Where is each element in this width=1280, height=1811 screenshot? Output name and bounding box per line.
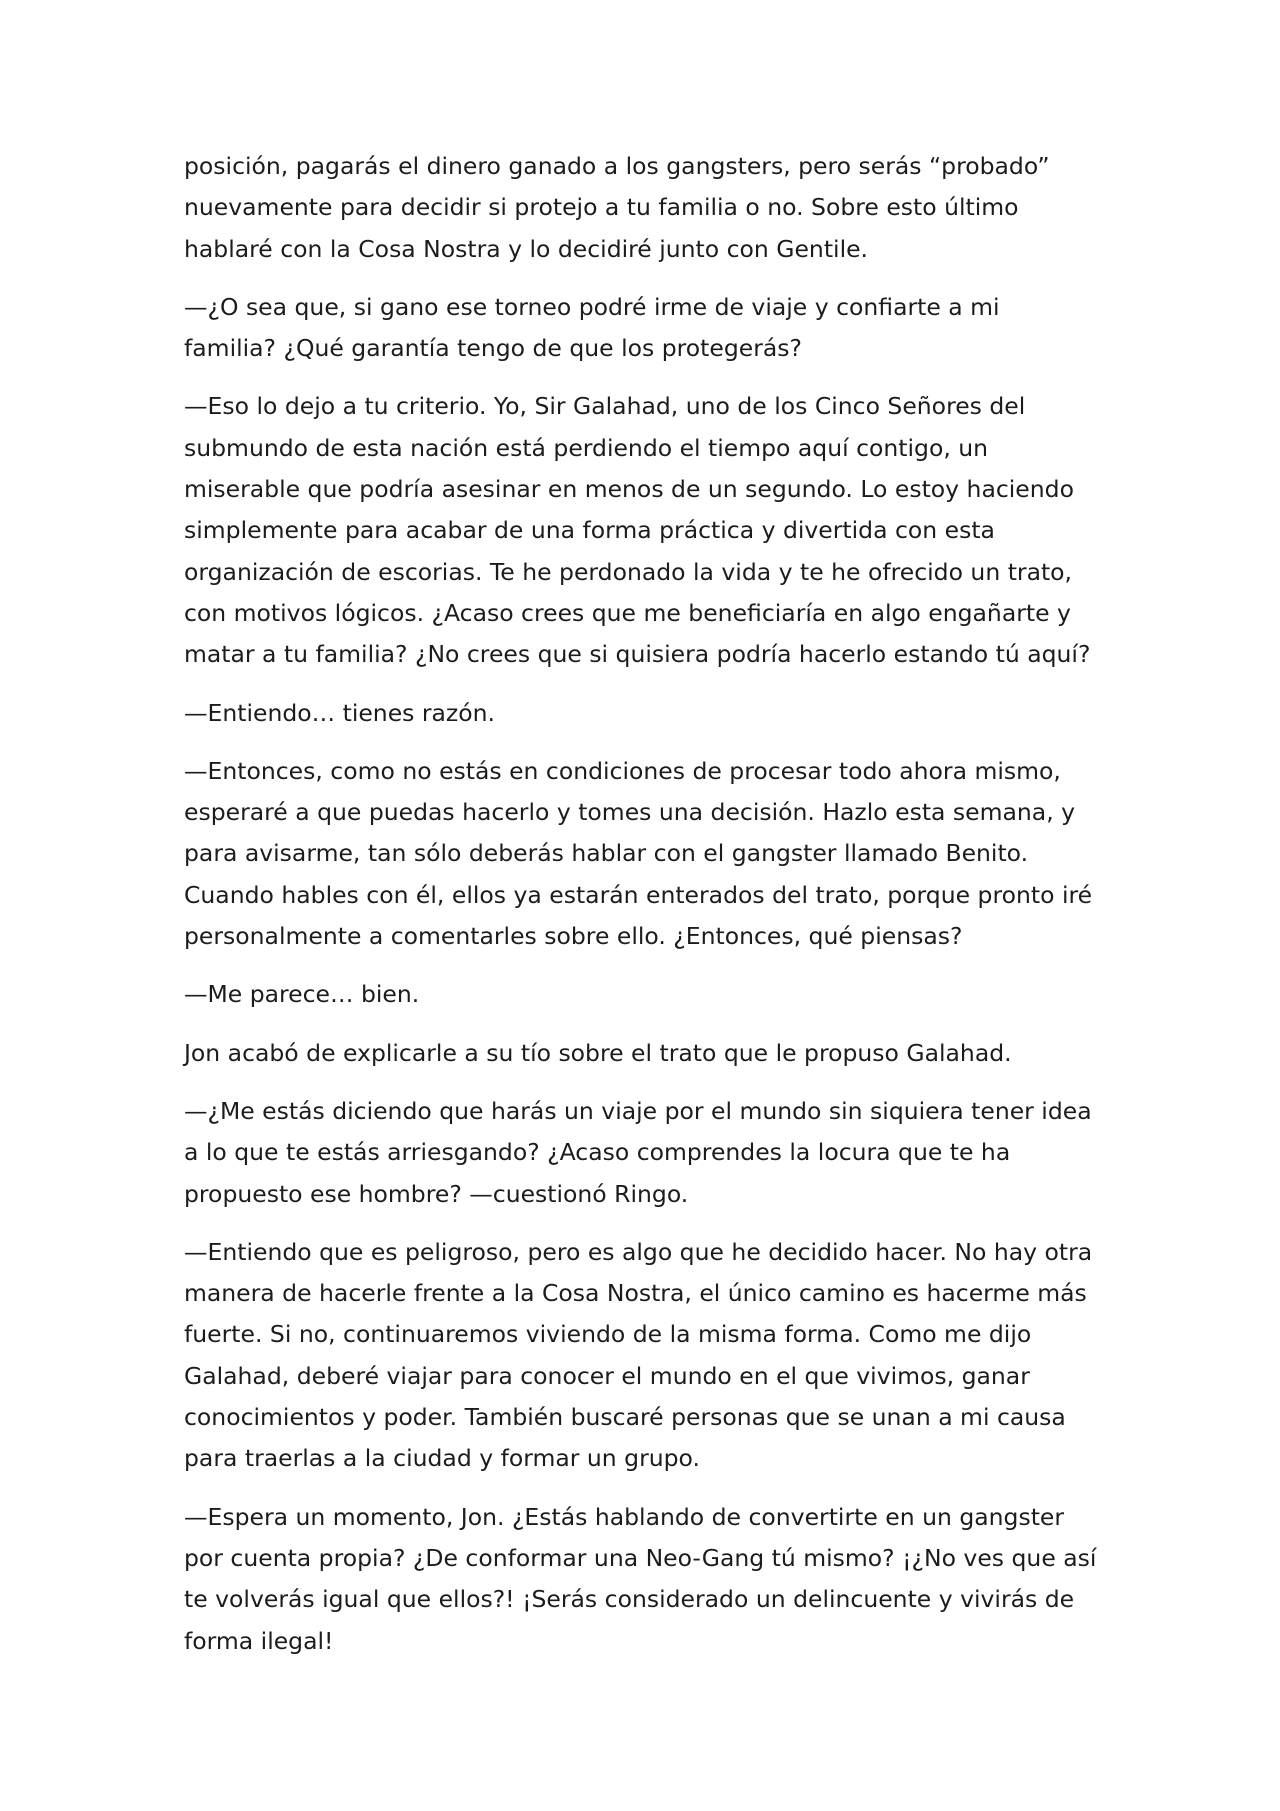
paragraph: —Entiendo que es peligroso, pero es algo que he decidido hacer. No hay otra manera de hacerle frente a la Cosa Nostra, el único camino es hacerme más fuerte. Si no, continuaremos viviendo de la misma forma. Como me dijo Galahad, deberé viajar para conocer el mundo en el que vivimos, ganar conocimientos y poder. También buscaré personas que se unan a mi causa para traerlas a la ciudad y formar un grupo. bbox=[184, 1237, 1093, 1473]
paragraph: —¿Me estás diciendo que harás un viaje por el mundo sin siquiera tener idea a lo que te estás arriesgando? ¿Acaso comprendes la locura que te ha propuesto ese hombre? —cuestionó Ringo. bbox=[184, 1096, 1092, 1208]
paragraph: —Espera un momento, Jon. ¿Estás hablando de convertirte en un gangster por cuenta propia? ¿De conformar una Neo-Gang tú mismo? ¡¿No ves que así te volverás igual que ellos?! ¡Serás considerado un delincuente y vivirás de forma ilegal! bbox=[184, 1502, 1097, 1655]
paragraph: —Entiendo… tienes razón. bbox=[184, 698, 496, 727]
paragraph: —Entonces, como no estás en condiciones de procesar todo ahora mismo, esperaré a que puedas hacerlo y tomes una decisión. Hazlo esta semana, y para avisarme, tan sólo deberás hablar con el gangster llamado Benito. Cuando hables con él, ellos ya estarán enterados del trato, porque pronto iré personalmente a comentarles sobre ello. ¿Entonces, qué piensas? bbox=[184, 756, 1093, 951]
paragraph: —¿O sea que, si gano ese torneo podré irme de viaje y confiarte a mi familia? ¿Qué garantía tengo de que los protegerás? bbox=[184, 292, 1000, 363]
paragraph: posición, pagarás el dinero ganado a los gangsters, pero serás “probado” nuevamente para decidir si protejo a tu familia o no. Sobre esto último hablaré con la Cosa Nostra y lo decidiré junto con Gentile. bbox=[184, 152, 1050, 263]
paragraph: —Eso lo dejo a tu criterio. Yo, Sir Galahad, uno de los Cinco Señores del submundo de esta nación está perdiendo el tiempo aquí contigo, un miserable que podría asesinar en menos de un segundo. Lo estoy haciendo simplemente para acabar de una forma práctica y divertida con esta organización de escorias. Te he perdonado la vida y te he ofrecido un trato, con motivos lógicos. ¿Acaso crees que me beneficiaría en algo engañarte y matar a tu familia? ¿No crees que si quisiera podría hacerlo estando tú aquí? bbox=[184, 392, 1091, 669]
paragraph: —Me parece… bien. bbox=[184, 980, 420, 1009]
body-text bbox=[184, 146, 1098, 1679]
paragraph: Jon acabó de explicarle a su tío sobre el trato que le propuso Galahad. bbox=[184, 1038, 1012, 1067]
